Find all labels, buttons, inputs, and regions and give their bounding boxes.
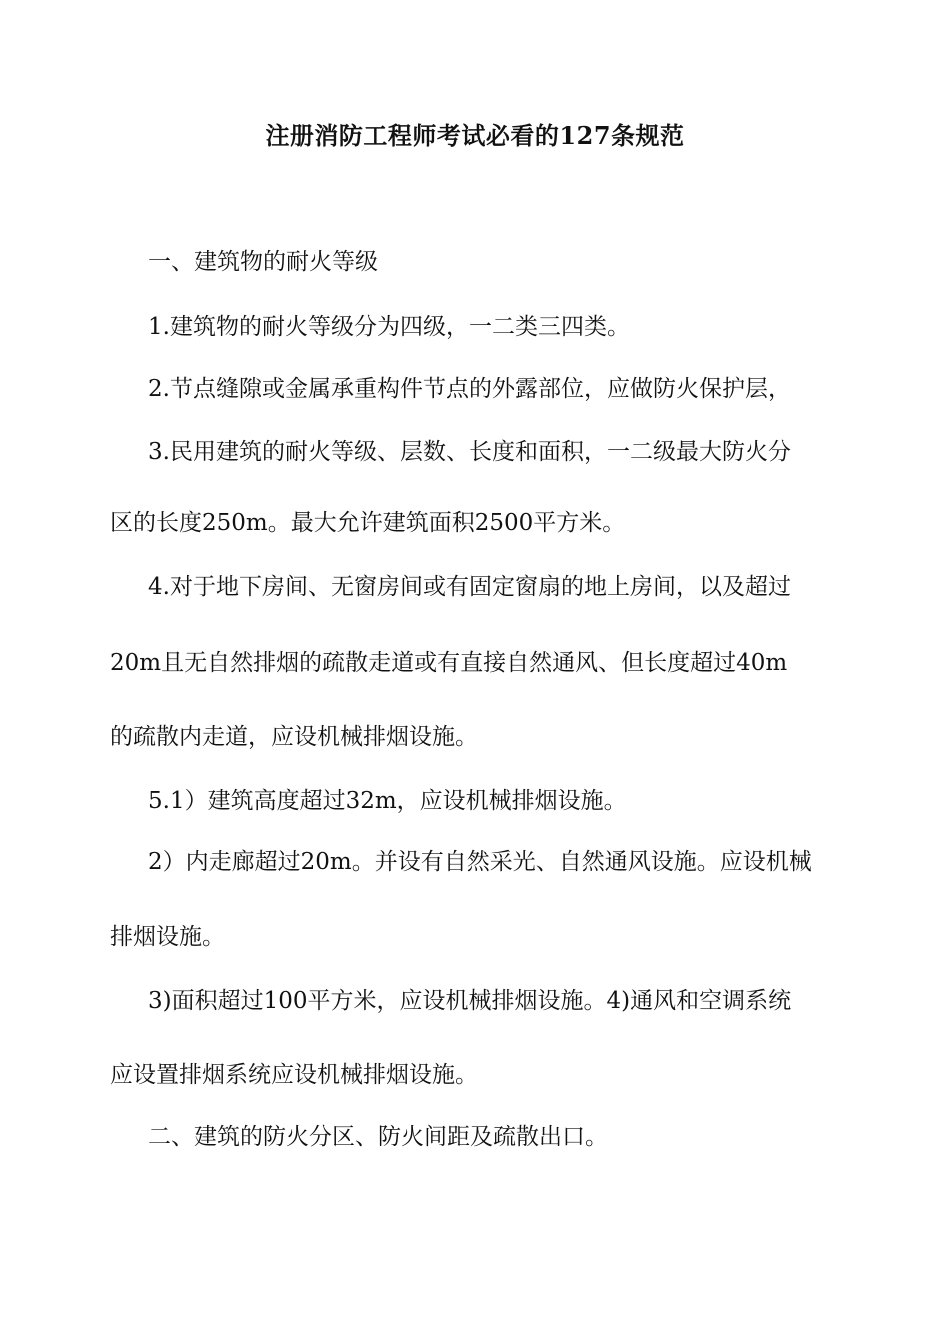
- paragraph-line: 的疏散内走道，应设机械排烟设施。: [110, 724, 478, 750]
- paragraph-line: 排烟设施。: [110, 924, 225, 950]
- section-heading-1: 一、建筑物的耐火等级: [148, 249, 378, 275]
- paragraph-line: 1.建筑物的耐火等级分为四级，一二类三四类。: [148, 314, 630, 340]
- paragraph-line: 区的长度250m。最大允许建筑面积2500平方米。: [110, 510, 626, 536]
- paragraph-line: 2）内走廊超过20m。并设有自然采光、自然通风设施。应设机械: [148, 849, 812, 875]
- paragraph-line: 4.对于地下房间、无窗房间或有固定窗扇的地上房间，以及超过: [148, 574, 791, 600]
- paragraph-line: 3)面积超过100平方米，应设机械排烟设施。4)通风和空调系统: [148, 988, 792, 1014]
- paragraph-line: 2.节点缝隙或金属承重构件节点的外露部位，应做防火保护层，: [148, 376, 791, 402]
- paragraph-line: 5.1）建筑高度超过32m，应设机械排烟设施。: [148, 788, 627, 814]
- section-heading-2: 二、建筑的防火分区、防火间距及疏散出口。: [148, 1124, 608, 1150]
- paragraph-line: 20m且无自然排烟的疏散走道或有直接自然通风、但长度超过40m: [110, 650, 788, 676]
- paragraph-line: 应设置排烟系统应设机械排烟设施。: [110, 1062, 478, 1088]
- document-title: 注册消防工程师考试必看的127条规范: [265, 121, 685, 150]
- paragraph-line: 3.民用建筑的耐火等级、层数、长度和面积，一二级最大防火分: [148, 439, 791, 465]
